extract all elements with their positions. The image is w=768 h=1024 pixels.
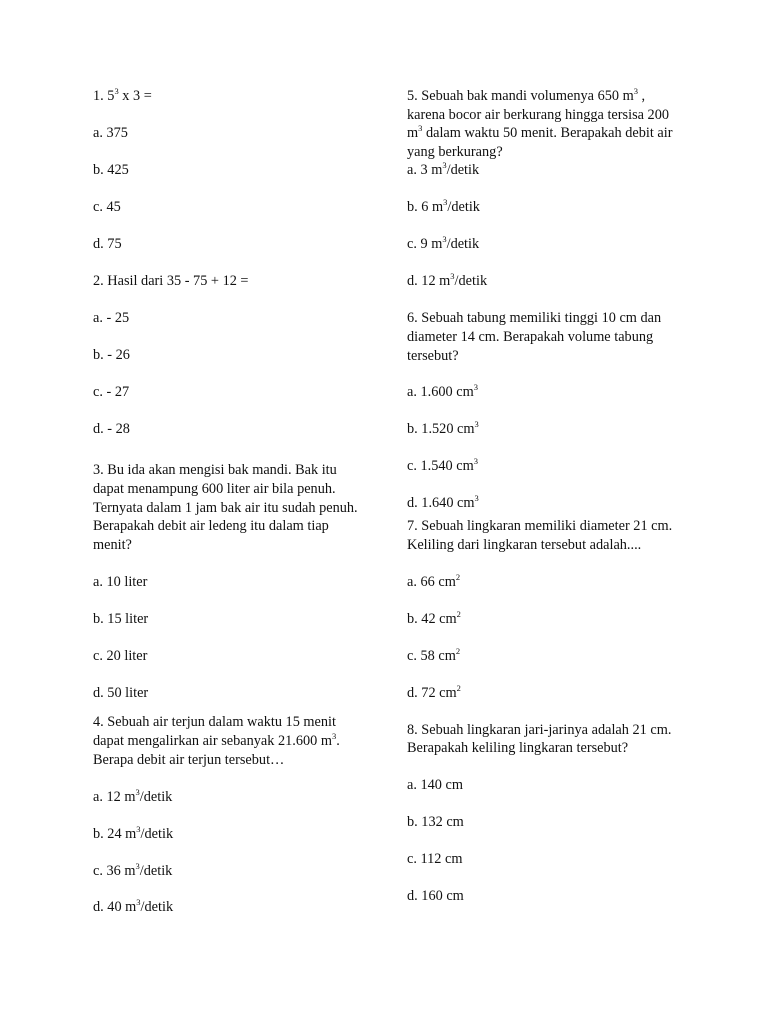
left-column — [93, 87, 368, 917]
q1-option-b: b. 425 — [93, 161, 129, 178]
q1-option-c: c. 45 — [93, 198, 121, 215]
q3-option-b: b. 15 liter — [93, 610, 149, 627]
q6-option-b: b. 1.520 $cm^3$ — [407, 419, 479, 438]
q3-option-a: a. 10 liter — [93, 573, 148, 590]
q8-option-d: d. 160 cm — [407, 888, 464, 905]
q7-option-d: d. 72 $cm^2$ — [407, 682, 461, 701]
right-column — [407, 87, 682, 906]
q7-option-b: b. 42 $cm^2$ — [407, 608, 461, 627]
q4-option-c: c. 36 $m^3$/detik — [93, 860, 173, 879]
q4-option-b: b. 24 $m^3$/detik — [93, 823, 174, 842]
q1-option-d: d. 75 — [93, 235, 122, 252]
question-2: 2. Hasil dari 35 - 75 + 12 = — [93, 272, 249, 289]
q6-option-d: d. 1.640 $cm^3$ — [407, 493, 479, 512]
q6-option-a: a. 1.600 $cm^3$ — [407, 382, 478, 401]
q8-option-b: b. 132 cm — [407, 814, 464, 831]
q3-option-d: d. 50 liter — [93, 684, 149, 701]
q2-option-c: c. - 27 — [93, 383, 130, 400]
q2-option-a: a. - 25 — [93, 309, 130, 326]
q2-option-b: b. - 26 — [93, 346, 130, 363]
q5-option-c: c. 9 $m^3$/detik — [407, 234, 480, 253]
q8-option-a: a. 140 cm — [407, 777, 463, 794]
q6-option-c: c. 1.540 $cm^3$ — [407, 456, 478, 475]
question-7: 7. Sebuah lingkaran memiliki diameter 21 cm. Keliling dari lingkaran tersebut adalah.... — [407, 518, 673, 553]
q3-option-c: c. 20 liter — [93, 647, 148, 664]
q1-option-a: a. 375 — [93, 124, 128, 141]
q5-option-a: a. 3 $m^3$/detik — [407, 160, 480, 179]
q2-option-d: d. - 28 — [93, 420, 130, 437]
question-5: 5. Sebuah bak mandi volumenya 650 $m^3$ , karena bocor air berkurang hingga tersisa 200 $m^3$ dalam waktu 50 menit. Berapakah debit air yang berkurang? — [407, 86, 673, 160]
q5-option-b: b. 6 $m^3$/detik — [407, 197, 480, 216]
q7-option-c: c. 58 $cm^2$ — [407, 645, 461, 664]
q4-option-a: a. 12 $m^3$/detik — [93, 786, 173, 805]
q8-option-c: c. 112 cm — [407, 851, 463, 868]
q7-option-a: a. 66 $cm^2$ — [407, 571, 461, 590]
question-8: 8. Sebuah lingkaran jari-jarinya adalah 21 cm. Berapakah keliling lingkaran tersebut? — [407, 721, 672, 757]
q4-option-d: d. 40 $m^3$/detik — [93, 897, 174, 916]
question-4: 4. Sebuah air terjun dalam waktu 15 menit dapat mengalirkan air sebanyak 21.600 $m^3$. Berapa debit air terjun tersebut… — [93, 714, 340, 768]
question-6: 6. Sebuah tabung memiliki tinggi 10 cm dan diameter 14 cm. Berapakah volume tabung tersebut? — [407, 310, 662, 364]
q5-option-d: d. 12 $m^3$/detik — [407, 271, 488, 290]
question-3: 3. Bu ida akan mengisi bak mandi. Bak itu dapat menampung 600 liter air bila penuh. Ternyata dalam 1 jam bak air itu sudah penuh. Berapakah debit air ledeng itu dalam tiap menit? — [93, 462, 358, 553]
question-1: 1. $5^3$ x 3 = — [93, 86, 152, 104]
